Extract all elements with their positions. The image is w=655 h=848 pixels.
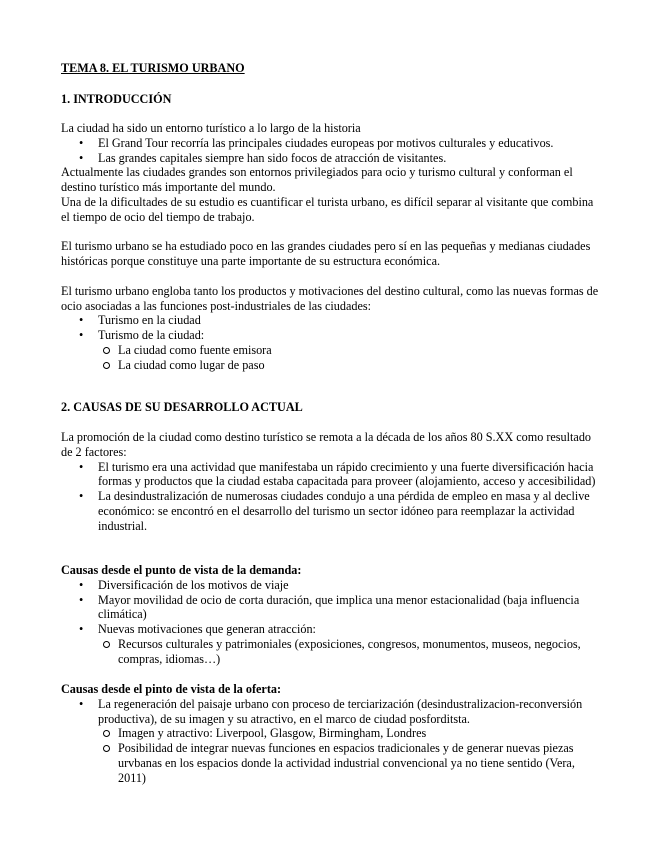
list-item: • El turismo era una actividad que manifestaba un rápido crecimiento y una fuerte diversificación hacia formas y productos que la ciudad estaba capacitada para proveer (alojamiento, acceso y accesibilidad) xyxy=(61,460,601,490)
intro-text: La ciudad ha sido un entorno turístico a lo largo de la historia xyxy=(61,121,361,135)
list-item: • Turismo de la ciudad: xyxy=(61,328,601,343)
factors-list xyxy=(61,460,601,534)
offer-list xyxy=(61,697,601,727)
list-item: Imagen y atractivo: Liverpool, Glasgow, Birmingham, Londres xyxy=(61,726,601,741)
list-item: • Mayor movilidad de ocio de corta duración, que implica una menor estacionalidad (baja influencia climática) xyxy=(61,593,601,623)
list-item: • El Grand Tour recorría las principales ciudades europeas por motivos culturales y educativos. xyxy=(61,136,601,151)
list-item: Posibilidad de integrar nuevas funciones en espacios tradicionales y de generar nuevas piezas urvbanas en los espacios donde la actividad industrial convencional ya no tiene sentido (Vera, 2011) xyxy=(61,741,601,785)
list-item: • Las grandes capitales siempre han sido focos de atracción de visitantes. xyxy=(61,151,601,166)
list-item: • La desindustralización de numerosas ciudades condujo a una pérdida de empleo en masa y al declive económico: se encontró en el desarrollo del turismo un sector idóneo para reemplazar la actividad industrial. xyxy=(61,489,601,533)
document-title: TEMA 8. EL TURISMO URBANO xyxy=(61,61,245,75)
urban-tourism-list xyxy=(61,313,601,343)
demand-heading: Causas desde el punto de vista de la demanda: xyxy=(61,563,302,577)
list-item: • La regeneración del paisaje urbano con proceso de terciarización (desindustralizacion-reconversión productiva), de su imagen y su atractivo, en el marco de ciudad posforditsta. xyxy=(61,697,601,727)
paragraph: La promoción de la ciudad como destino turístico se remota a la década de los años 80 S.XX como resultado de 2 factores: xyxy=(61,430,592,459)
section-2-body xyxy=(61,430,601,534)
list-item: • Nuevas motivaciones que generan atracción: xyxy=(61,622,601,637)
list-item: • Diversificación de los motivos de viaje xyxy=(61,578,601,593)
offer-heading: Causas desde el pinto de vista de la oferta: xyxy=(61,682,282,696)
paragraph: El turismo urbano engloba tanto los productos y motivaciones del destino cultural, como las nuevas formas de ocio asociadas a las funciones post-industriales de las ciudades: xyxy=(61,283,599,313)
section-2-heading: 2. CAUSAS DE SU DESARROLLO ACTUAL xyxy=(61,400,303,414)
demand-list xyxy=(61,578,601,637)
paragraph: Una de la dificultades de su estudio es cuantificar el turista urbano, es difícil separar al visitante que combina el tiempo de ocio del tiempo de trabajo. xyxy=(61,194,594,224)
paragraph: El turismo urbano se ha estudiado poco en las grandes ciudades pero sí en las pequeñas y medianas ciudades históricas porque constituye una parte importante de su estructura económica. xyxy=(61,239,591,269)
demand-block xyxy=(61,563,601,667)
offer-block xyxy=(61,682,601,786)
urban-tourism-sublist xyxy=(61,343,601,373)
intro-bullet-list xyxy=(61,136,601,166)
list-item: Recursos culturales y patrimoniales (exposiciones, congresos, monumentos, museos, negocios, compras, idiomas…) xyxy=(61,637,601,667)
demand-sublist xyxy=(61,637,601,667)
list-item: La ciudad como fuente emisora xyxy=(61,343,601,358)
paragraph: Actualmente las ciudades grandes son entornos privilegiados para ocio y turismo cultural y conforman el destino turístico más importante del mundo. xyxy=(61,165,573,195)
list-item: La ciudad como lugar de paso xyxy=(61,358,601,373)
section-1-body xyxy=(61,121,601,373)
list-item: • Turismo en la ciudad xyxy=(61,313,601,328)
section-1-heading: 1. INTRODUCCIÓN xyxy=(61,92,172,106)
offer-sublist xyxy=(61,726,601,785)
